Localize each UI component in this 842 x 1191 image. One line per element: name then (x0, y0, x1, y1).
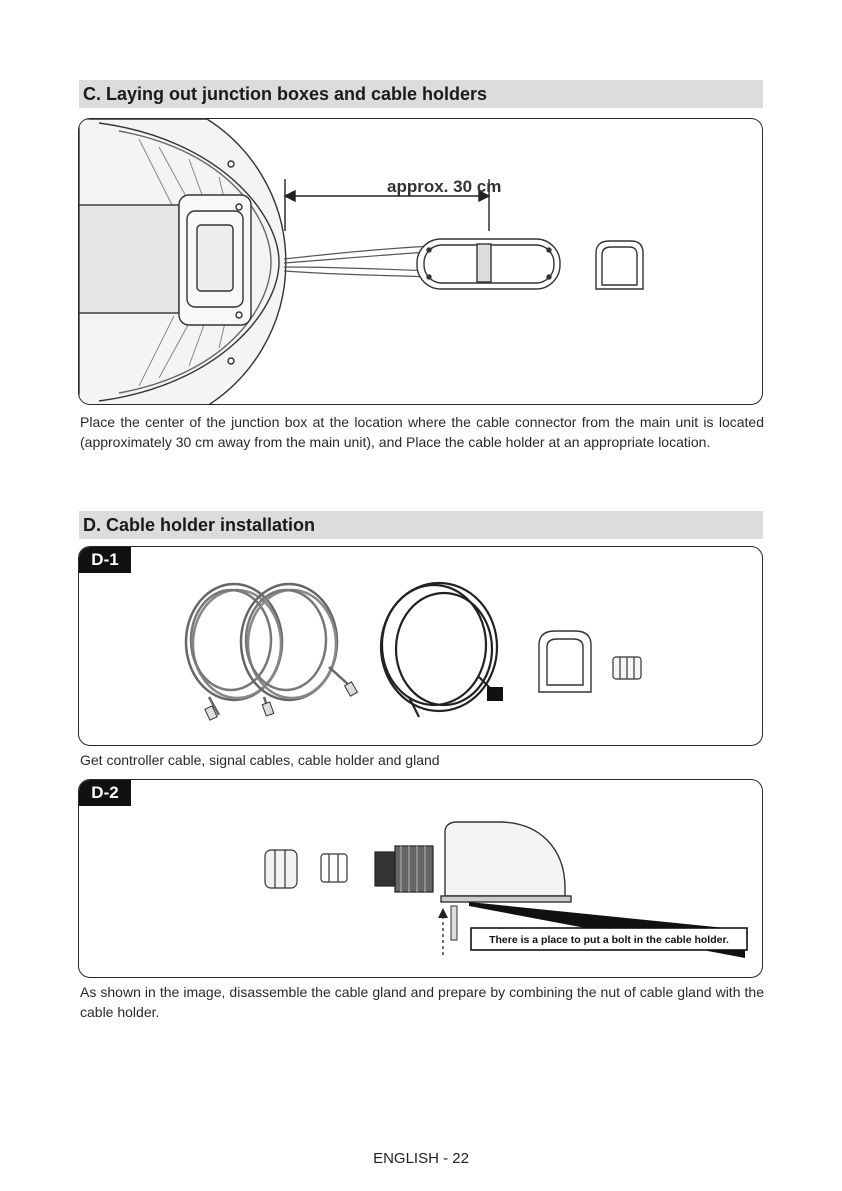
step-d1-tag: D-1 (79, 547, 131, 573)
cable-connectors-illustration (205, 682, 358, 720)
cable-holder-illustration (596, 241, 643, 289)
gland-illustration (613, 657, 641, 679)
junction-box-illustration (417, 239, 560, 289)
step-d2-caption: As shown in the image, disassemble the cable gland and prepare by combining the nut of cable gland with the cable holder. (80, 984, 764, 1020)
bolt-illustration (438, 906, 457, 955)
section-c-description: Place the center of the junction box at the location where the cable connector from the main unit is located (approximately 30 cm away from the main unit), and Place the cable holder at an appropriate location. (80, 414, 764, 450)
controller-cable-illustration (381, 583, 497, 717)
d1-cable-holder-illustration (539, 631, 591, 692)
d2-assembly-figure (78, 779, 763, 978)
d1-parts-figure (78, 546, 763, 746)
section-d-heading: D. Cable holder installation (79, 511, 763, 539)
cables-illustration (284, 246, 431, 277)
signal-cables-illustration (186, 584, 351, 715)
main-unit-illustration (79, 119, 286, 405)
d2-cable-holder-illustration (441, 822, 571, 902)
junction-box-layout-drawing (79, 119, 763, 405)
gland-body-illustration (375, 846, 433, 892)
step-d2-tag: D-2 (79, 780, 131, 806)
section-c-heading: C. Laying out junction boxes and cable holders (79, 80, 763, 108)
d2-assembly-drawing (79, 780, 763, 978)
controller-connector-illustration (487, 687, 503, 701)
junction-box-layout-figure (78, 118, 763, 405)
gland-seal-illustration (321, 854, 347, 882)
gland-cap-illustration (265, 850, 297, 888)
d1-parts-drawing (79, 547, 763, 746)
bolt-callout-text: There is a place to put a bolt in the cable holder. (489, 934, 729, 946)
page-footer: ENGLISH - 22 (373, 1150, 469, 1167)
step-d1-caption: Get controller cable, signal cables, cable holder and gland (80, 752, 440, 768)
distance-label: approx. 30 cm (387, 177, 502, 196)
